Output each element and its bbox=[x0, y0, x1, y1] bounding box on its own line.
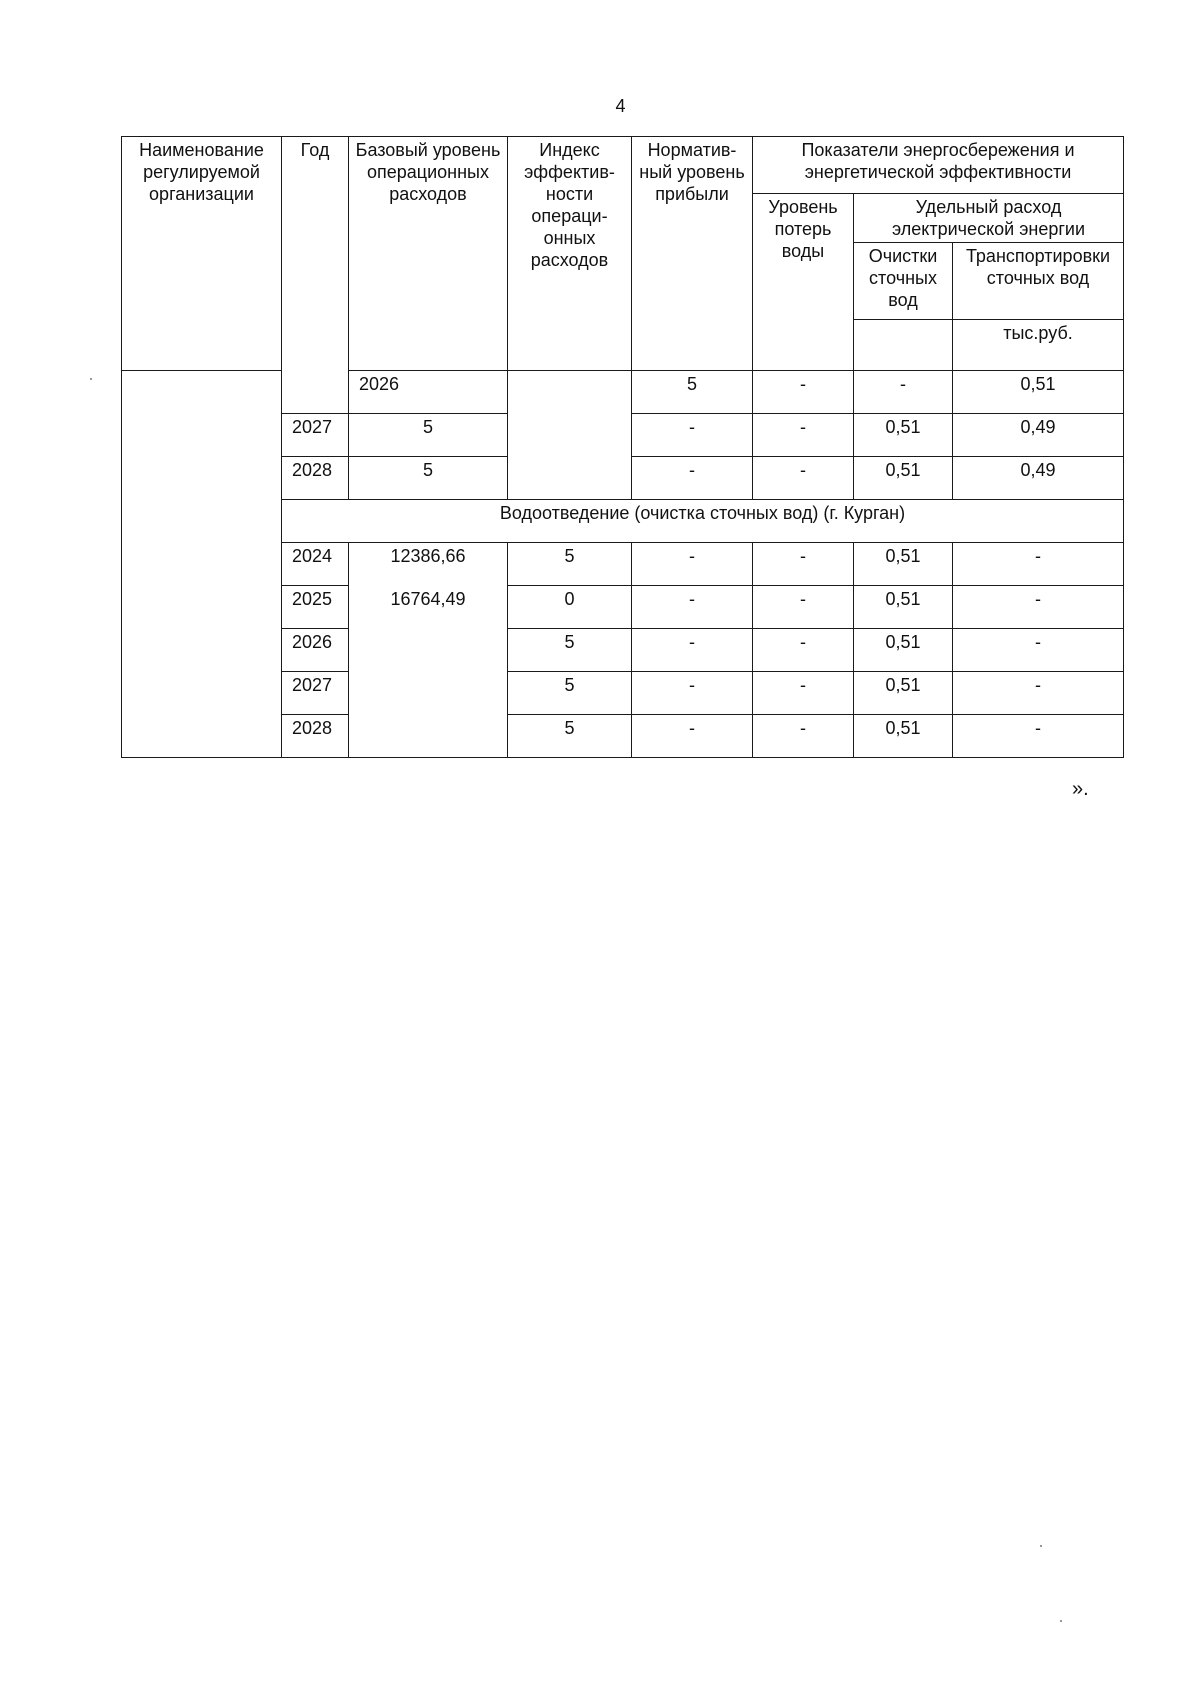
profit-cell: - bbox=[632, 586, 753, 629]
header-base-level: Базовый уровень операционных расходов bbox=[349, 137, 508, 371]
index-cell: 5 bbox=[508, 715, 632, 758]
profit-cell: - bbox=[632, 672, 753, 715]
scan-speck bbox=[1040, 1545, 1042, 1547]
scan-speck bbox=[90, 378, 92, 380]
base-level-cell bbox=[508, 371, 632, 500]
year-cell: 2028 bbox=[282, 457, 349, 500]
treatment-cell: 0,51 bbox=[854, 543, 953, 586]
base-level-cell: 12386,66 bbox=[349, 543, 508, 586]
treatment-cell: 0,51 bbox=[854, 672, 953, 715]
profit-cell: - bbox=[632, 543, 753, 586]
year-cell: 2024 bbox=[282, 543, 349, 586]
index-cell: 5 bbox=[508, 629, 632, 672]
tariff-indicators-table bbox=[121, 136, 1124, 758]
transport-cell: 0,49 bbox=[953, 457, 1124, 500]
year-cell: 2026 bbox=[282, 629, 349, 672]
transport-cell: - bbox=[953, 629, 1124, 672]
treatment-cell: 0,51 bbox=[854, 586, 953, 629]
treatment-cell: 0,51 bbox=[854, 457, 953, 500]
profit-cell: - bbox=[632, 414, 753, 457]
scan-speck bbox=[1060, 1620, 1062, 1622]
units-org-empty bbox=[854, 320, 953, 371]
treatment-cell: 0,51 bbox=[854, 629, 953, 672]
profit-cell: - bbox=[632, 715, 753, 758]
loss-cell: - bbox=[854, 371, 953, 414]
header-specific-consumption: Удельный расход электрической энергии bbox=[854, 194, 1124, 243]
header-row-1 bbox=[122, 137, 1124, 194]
year-cell: 2027 bbox=[282, 672, 349, 715]
header-water-loss: Уровень потерь воды bbox=[753, 194, 854, 371]
header-year: Год bbox=[282, 137, 349, 414]
index-cell: 5 bbox=[508, 543, 632, 586]
page-number: 4 bbox=[615, 96, 626, 116]
loss-cell: - bbox=[753, 629, 854, 672]
profit-cell: - bbox=[632, 457, 753, 500]
treatment-cell: 0,51 bbox=[854, 715, 953, 758]
year-cell: 2028 bbox=[282, 715, 349, 758]
header-energy-indicators: Показатели энергосбережения и энергетической эффективности bbox=[753, 137, 1124, 194]
header-org-name: Наименование регулируемой организации bbox=[122, 137, 282, 371]
org-name-cell bbox=[122, 371, 282, 758]
year-cell: 2025 bbox=[282, 586, 349, 629]
transport-cell: - bbox=[953, 586, 1124, 629]
index-cell: 5 bbox=[349, 414, 508, 457]
section-title: Водоотведение (очистка сточных вод) (г. Курган) bbox=[282, 500, 1124, 543]
year-cell: 2027 bbox=[282, 414, 349, 457]
loss-cell: - bbox=[753, 457, 854, 500]
transport-cell: 0,49 bbox=[953, 414, 1124, 457]
unit-base-level: тыс.руб. bbox=[953, 320, 1124, 371]
treatment-cell: 0,51 bbox=[854, 414, 953, 457]
profit-cell: - bbox=[632, 629, 753, 672]
loss-cell: - bbox=[753, 672, 854, 715]
index-cell: 0 bbox=[508, 586, 632, 629]
transport-cell: - bbox=[953, 672, 1124, 715]
year-cell: 2026 bbox=[349, 371, 508, 414]
transport-cell: - bbox=[953, 715, 1124, 758]
header-efficiency-index: Индекс эффектив-ности операци-онных расходов bbox=[508, 137, 632, 371]
loss-cell: - bbox=[753, 543, 854, 586]
index-cell: 5 bbox=[349, 457, 508, 500]
loss-cell: - bbox=[753, 586, 854, 629]
loss-cell: - bbox=[753, 715, 854, 758]
base-level-cell: 16764,49 bbox=[349, 586, 508, 758]
index-cell: 5 bbox=[632, 371, 753, 414]
table-row bbox=[122, 371, 1124, 414]
profit-cell: - bbox=[753, 371, 854, 414]
treatment-cell: 0,51 bbox=[953, 371, 1124, 414]
loss-cell: - bbox=[753, 414, 854, 457]
header-wastewater-transport: Транспортировки сточных вод bbox=[953, 243, 1124, 320]
header-wastewater-treatment: Очистки сточных вод bbox=[854, 243, 953, 320]
transport-cell: - bbox=[953, 543, 1124, 586]
closing-quote: ». bbox=[1072, 778, 1089, 800]
header-normative-profit: Норматив-ный уровень прибыли bbox=[632, 137, 753, 371]
index-cell: 5 bbox=[508, 672, 632, 715]
